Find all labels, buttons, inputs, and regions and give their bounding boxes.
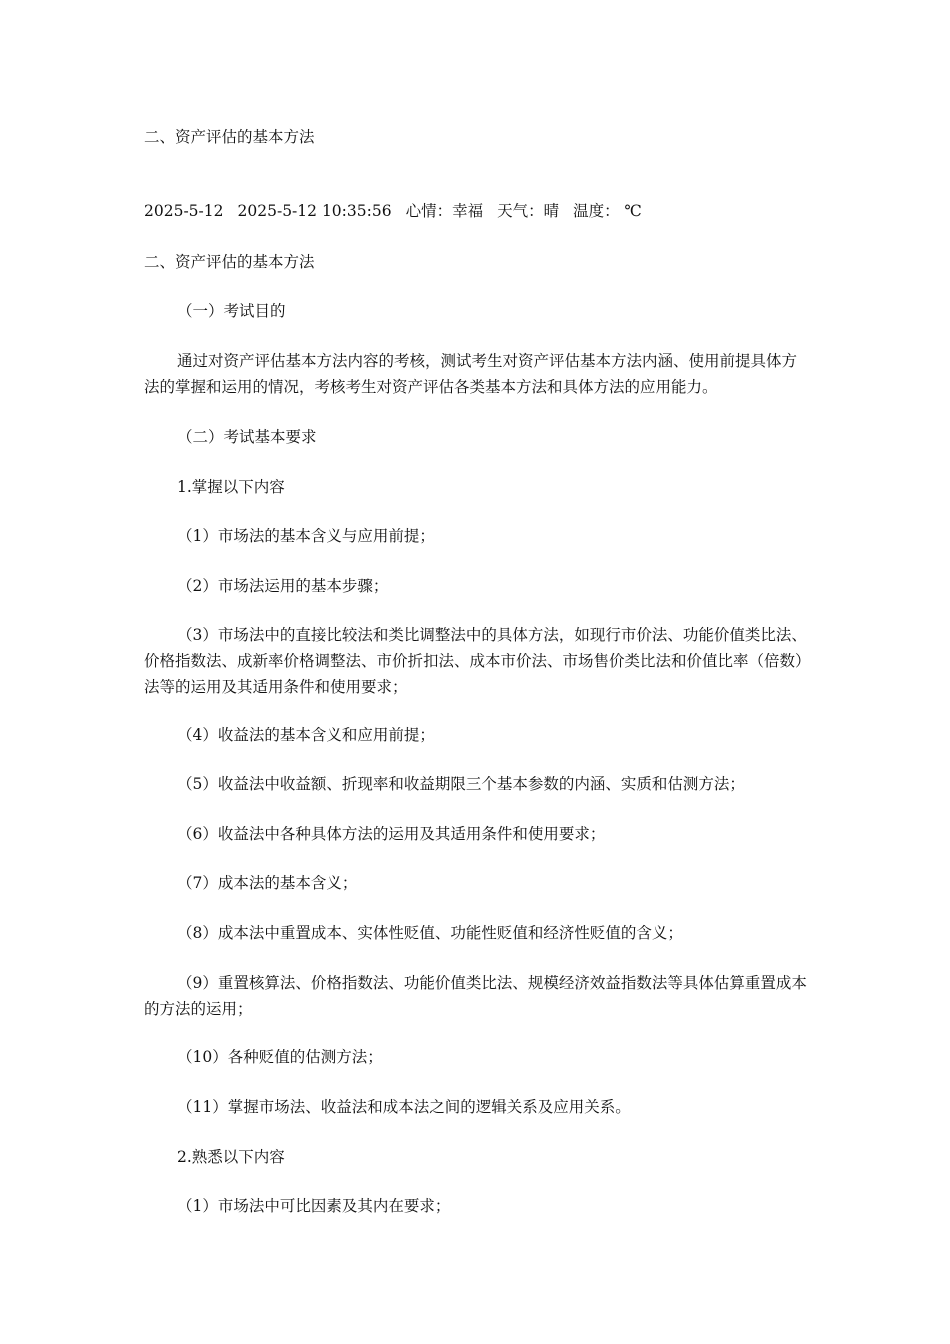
- list-item: （4）收益法的基本含义和应用前提；: [177, 726, 435, 744]
- section-heading: 二、资产评估的基本方法: [144, 253, 315, 271]
- list-item: （1）市场法中可比因素及其内在要求；: [177, 1197, 451, 1215]
- list-item: （8）成本法中重置成本、实体性贬值、功能性贬值和经济性贬值的含义；: [177, 924, 683, 942]
- body-paragraph: 通过对资产评估基本方法内容的考核，测试考生对资产评估基本方法内涵、使用前提具体方法的掌握和运用的情况，考核考生对资产评估各类基本方法和具体方法的应用能力。: [144, 352, 798, 396]
- subsection-heading: （一）考试目的: [177, 302, 286, 320]
- post-weather: 天气：晴: [497, 202, 560, 220]
- subsection-heading: （二）考试基本要求: [177, 428, 317, 446]
- list-item: （11）掌握市场法、收益法和成本法之间的逻辑关系及应用关系。: [177, 1098, 631, 1116]
- list-item: （1）市场法的基本含义与应用前提；: [177, 527, 435, 545]
- list-item: （5）收益法中收益额、折现率和收益期限三个基本参数的内涵、实质和估测方法；: [177, 775, 745, 793]
- list-item: （6）收益法中各种具体方法的运用及其适用条件和使用要求；: [177, 825, 606, 843]
- post-meta: [144, 198, 656, 224]
- list-heading: 2.熟悉以下内容: [177, 1148, 285, 1166]
- list-item: （10）各种贬值的估测方法；: [177, 1048, 383, 1066]
- list-item: （9）重置核算法、价格指数法、功能价值类比法、规模经济效益指数法等具体估算重置成本的方法的运用；: [144, 974, 807, 1018]
- list-item: （2）市场法运用的基本步骤；: [177, 577, 389, 595]
- list-heading: 1.掌握以下内容: [177, 478, 285, 496]
- post-temperature: 温度： ℃: [573, 202, 642, 220]
- post-mood: 心情：幸福: [405, 202, 484, 220]
- list-item: （3）市场法中的直接比较法和类比调整法中的具体方法，如现行市价法、功能价值类比法、价格指数法、成新率价格调整法、市价折扣法、成本市价法、市场售价类比法和价值比率（倍数）法等的运用及其适用条件和使用要求；: [144, 626, 807, 696]
- post-datetime: 2025-5-12 10:35:56: [237, 202, 392, 220]
- document-title: 二、资产评估的基本方法: [144, 128, 315, 146]
- list-item: （7）成本法的基本含义；: [177, 874, 358, 892]
- post-date: 2025-5-12: [144, 202, 224, 220]
